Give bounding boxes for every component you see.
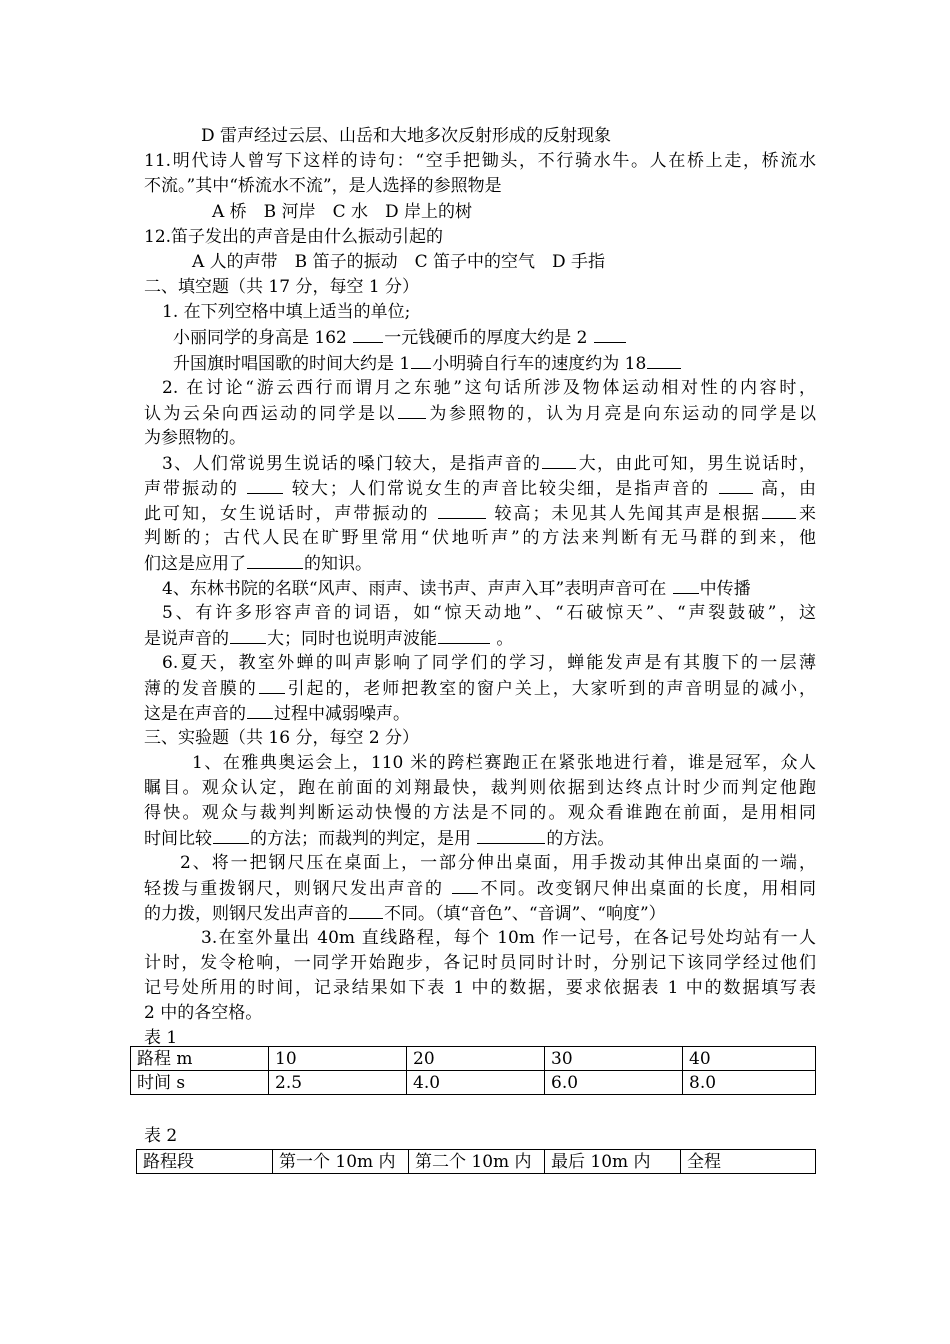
blank	[353, 325, 383, 343]
fill-5-line-1: 5、有许多形容声音的词语，如“惊天动地”、“石破惊天”、“声裂鼓破”，这	[162, 603, 816, 623]
fill-4: 4、东林书院的名联“风声、雨声、读书声、声声入耳”表明声音可在 中传播	[162, 576, 834, 601]
blank	[452, 876, 478, 894]
exp-2-line-2: 轻拨与重拨钢尺，则钢尺发出声音的 不同。改变钢尺伸出桌面的长度，用相同	[144, 876, 816, 901]
blank	[438, 626, 490, 644]
fill-3-line-5: 们这是应用了 的知识。	[144, 551, 816, 576]
table-cell: 2.5	[269, 1071, 407, 1095]
table-cell: 10	[269, 1047, 407, 1071]
table-cell: 第二个 10m 内	[409, 1150, 545, 1174]
exp-1-line-4: 时间比较 的方法；而裁判的判定，是用 的方法。	[144, 826, 816, 851]
table-cell: 时间 s	[131, 1071, 269, 1095]
fill-2-line-2: 认为云朵向西运动的同学是以 为参照物的，认为月亮是向东运动的同学是以	[144, 401, 816, 426]
exp-2-line-3: 的力拨，则钢尺发出声音的 不同。（填“音色”、“音调”、“响度”）	[144, 901, 816, 926]
blank	[247, 476, 283, 494]
exp-3-line-3: 记号处所用的时间，记录结果如下表 1 中的数据，要求依据表 1 中的数据填写表	[144, 978, 816, 998]
exp-2-line-1: 2、将一把钢尺压在桌面上，一部分伸出桌面，用手拨动其伸出桌面的一端，	[180, 853, 816, 873]
table-cell: 第一个 10m 内	[273, 1150, 409, 1174]
blank	[647, 351, 681, 369]
table-cell: 路程段	[137, 1150, 273, 1174]
exp-3-line-4: 2 中的各空格。	[144, 1003, 263, 1023]
question-12: 12.笛子发出的声音是由什么振动引起的	[144, 227, 444, 247]
fill-2-line-3: 为参照物的。	[144, 428, 246, 448]
question-12-options: A 人的声带 B 笛子的振动 C 笛子中的空气 D 手指	[192, 252, 606, 272]
fill-3-line-2: 声带振动的 较大；人们常说女生的声音比较尖细，是指声音的 高，由	[144, 476, 816, 501]
blank	[247, 551, 303, 569]
table-cell: 40	[683, 1047, 816, 1071]
table-2-label: 表 2	[144, 1126, 178, 1146]
fill-6-line-2: 薄的发音膜的 引起的，老师把教室的窗户关上，大家听到的声音明显的减小，	[144, 676, 816, 701]
option-d-line: D 雷声经过云层、山岳和大地多次反射形成的反射现象	[201, 126, 612, 146]
table-cell: 8.0	[683, 1071, 816, 1095]
table-cell: 20	[407, 1047, 545, 1071]
blank	[542, 451, 576, 469]
exp-1-line-1: 1、在雅典奥运会上，110 米的跨栏赛跑正在紧张地进行着，谁是冠军，众人	[192, 753, 816, 773]
fill-3-line-1: 3、人们常说男生说话的嗓门较大，是指声音的 大，由此可知，男生说话时，	[162, 451, 816, 476]
fill-1-line-a: 小丽同学的身高是 162 一元钱硬币的厚度大约是 2	[173, 325, 845, 350]
section-3-heading: 三、实验题（共 16 分，每空 2 分）	[144, 728, 420, 748]
blank	[673, 576, 699, 594]
fill-3-line-3: 此可知，女生说话时，声带振动的 较高；未见其人先闻其声是根据 来	[144, 501, 816, 526]
fill-2-line-1: 2. 在讨论“游云西行而谓月之东驰”这句话所涉及物体运动相对性的内容时，	[162, 378, 816, 398]
exp-1-line-3: 得快。观众与裁判判断运动快慢的方法是不同的。观众看谁跑在前面，是用相同	[144, 803, 816, 823]
blank	[411, 351, 431, 369]
fill-6-line-1: 6.夏天，教室外蝉的叫声影响了同学们的学习，蝉能发声是有其腹下的一层薄	[162, 653, 816, 673]
blank	[438, 501, 486, 519]
section-2-heading: 二、填空题（共 17 分，每空 1 分）	[144, 277, 420, 297]
question-11-line-2: 不流。”其中“桥流水不流”，是人选择的参照物是	[144, 176, 502, 196]
question-11-line-1: 11.明代诗人曾写下这样的诗句：“空手把锄头，不行骑水牛。人在桥上走，桥流水	[144, 151, 816, 171]
blank	[398, 401, 426, 419]
blank	[247, 701, 273, 719]
exp-1-line-2: 瞩目。观众认定，跑在前面的刘翔最快，裁判则依据到达终点计时少而判定他跑	[144, 778, 816, 798]
table-cell: 路程 m	[131, 1047, 269, 1071]
fill-3-line-4: 判断的；古代人民在旷野里常用“伏地听声”的方法来判断有无马群的到来，他	[144, 528, 816, 548]
blank	[762, 501, 796, 519]
blank	[719, 476, 753, 494]
blank	[230, 626, 266, 644]
fill-5-line-2: 是说声音的 大；同时也说明声波能 。	[144, 626, 816, 651]
table-1	[130, 1046, 816, 1095]
table-cell: 4.0	[407, 1071, 545, 1095]
table-row	[131, 1071, 816, 1095]
table-row	[131, 1047, 816, 1071]
fill-1-intro: 1. 在下列空格中填上适当的单位;	[162, 302, 411, 322]
exp-3-line-2: 计时，发令枪响，一同学开始跑步，各记时员同时计时，分别记下该同学经过他们	[144, 953, 816, 973]
fill-6-line-3: 这是在声音的 过程中减弱噪声。	[144, 701, 816, 726]
table-cell: 6.0	[545, 1071, 683, 1095]
table-cell: 30	[545, 1047, 683, 1071]
table-cell: 最后 10m 内	[545, 1150, 681, 1174]
fill-1-line-b: 升国旗时唱国歌的时间大约是 1 小明骑自行车的速度约为 18	[173, 351, 845, 376]
blank	[213, 826, 249, 844]
blank	[259, 676, 285, 694]
table-1-label: 表 1	[144, 1028, 178, 1048]
table-row	[137, 1150, 816, 1174]
blank	[594, 325, 626, 343]
table-2	[136, 1149, 816, 1174]
exp-3-line-1: 3.在室外量出 40m 直线路程，每个 10m 作一记号，在各记号处均站有一人	[201, 928, 816, 948]
blank	[349, 901, 383, 919]
question-11-options: A 桥 B 河岸 C 水 D 岸上的树	[212, 202, 473, 222]
blank	[477, 826, 545, 844]
table-cell: 全程	[681, 1150, 816, 1174]
